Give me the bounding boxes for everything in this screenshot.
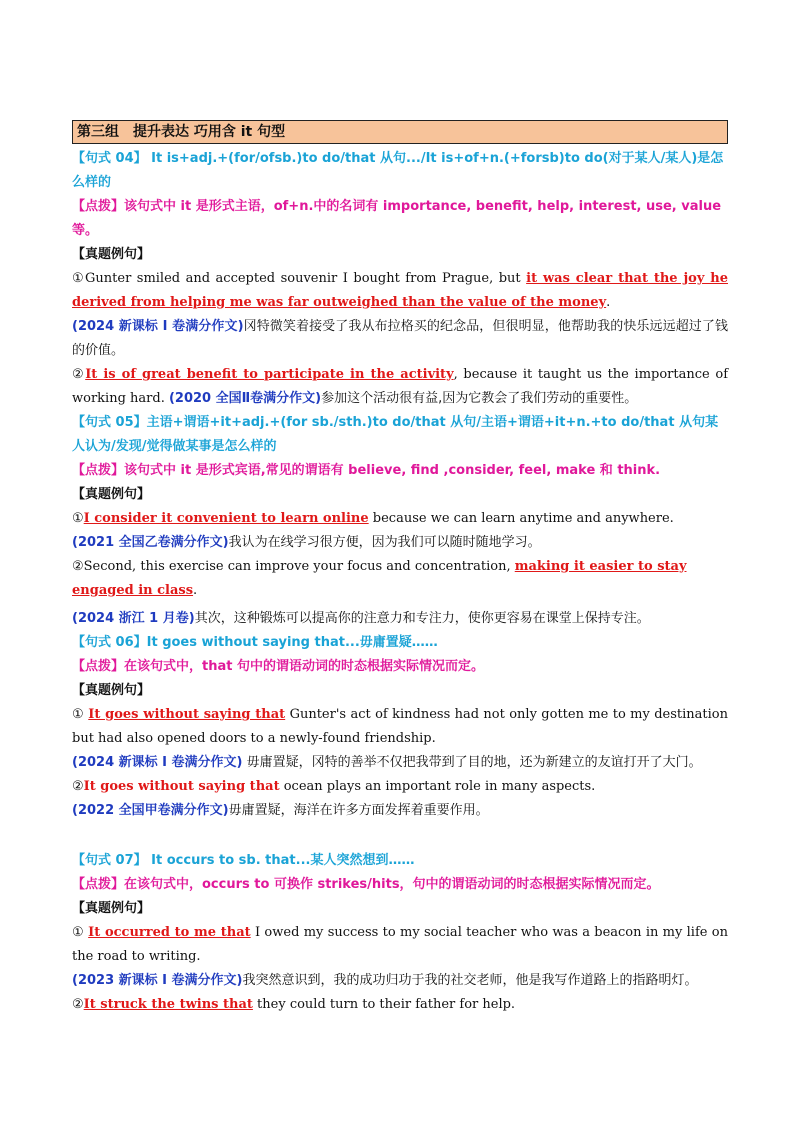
example-text: I owed my success to my social teacher who was a beacon in my life on the road to writing. — [72, 925, 728, 964]
example-text: ocean plays an important role in many aspects. — [279, 779, 596, 794]
pattern-06-tip: 【点拨】在该句式中，that 句中的谓语动词的时态根据实际情况而定。 — [72, 659, 484, 674]
example-translation: 参加这个活动很有益,因为它教会了我们劳动的重要性。 — [321, 391, 638, 406]
example-source: (2022 全国甲卷满分作文) — [72, 803, 229, 818]
pattern-05-example-1 — [72, 507, 728, 531]
pattern-06-example-1-translation — [72, 751, 728, 775]
example-highlight: It struck the twins that — [83, 997, 253, 1012]
example-translation: 其次，这种锻炼可以提高你的注意力和专注力，使你更容易在课堂上保持专注。 — [194, 611, 650, 626]
example-translation: 毋庸置疑，海洋在许多方面发挥着重要作用。 — [228, 803, 489, 818]
example-highlight: It is of great benefit to participate in the activity — [85, 367, 454, 382]
pattern-05-title: 【句式 05】主语+谓语+it+adj.+(for sb./sth.)to do/that 从句/主语+谓语+it+n.+to do/that 从句某人认为/发现/觉得做某事是怎么样的 — [72, 415, 719, 454]
pattern-07-examples-heading: 【真题例句】 — [72, 901, 151, 916]
example-marker: ① — [72, 925, 89, 940]
example-source: (2020 全国Ⅱ卷满分作文) — [168, 391, 322, 406]
example-source: (2024 浙江 1 月卷) — [72, 611, 195, 626]
pattern-04-example-1-translation — [72, 315, 728, 363]
pattern-06-examples-heading: 【真题例句】 — [72, 683, 151, 698]
pattern-07-example-1-translation — [72, 969, 728, 993]
example-source: (2024 新课标 I 卷满分作文) — [72, 319, 244, 334]
pattern-07-title: 【句式 07】 It occurs to sb. that...某人突然想到…… — [72, 853, 415, 868]
pattern-06-title: 【句式 06】It goes without saying that...毋庸置疑…… — [72, 635, 438, 650]
pattern-04-example-1 — [72, 267, 728, 315]
example-source: (2024 新课标 I 卷满分作文) — [72, 755, 243, 770]
example-text-end: . — [193, 583, 198, 598]
example-highlight: It goes without saying that — [83, 779, 280, 794]
example-marker: ① — [72, 707, 89, 722]
example-text: Gunter's act of kindness had not only gotten me to my destination but had also opened doors to a newly-found friendship. — [72, 707, 728, 746]
pattern-05-examples-heading: 【真题例句】 — [72, 487, 151, 502]
example-marker: ② — [72, 997, 84, 1012]
section-gap — [72, 823, 728, 849]
example-translation: 毋庸置疑，冈特的善举不仅把我带到了目的地，还为新建立的友谊打开了大门。 — [242, 755, 702, 770]
example-text: because we can learn anytime and anywhere. — [368, 511, 674, 526]
pattern-05-example-1-translation — [72, 531, 728, 555]
example-translation: 我认为在线学习很方便，因为我们可以随时随地学习。 — [228, 535, 541, 550]
example-highlight: it was clear that the joy he derived from helping me was far outweighed than the value of the money — [72, 271, 728, 310]
pattern-06-example-1 — [72, 703, 728, 751]
example-translation: 我突然意识到，我的成功归功于我的社交老师，他是我写作道路上的指路明灯。 — [242, 973, 698, 988]
pattern-04-title: 【句式 04】 It is+adj.+(for/ofsb.)to do/that 从句.../It is+of+n.(+forsb)to do(对于某人/某人)是怎么样的 — [72, 151, 724, 190]
example-marker: ① — [72, 511, 84, 526]
example-highlight: It occurred to me that — [88, 925, 251, 940]
example-marker: ② — [72, 367, 86, 382]
example-source: (2023 新课标 I 卷满分作文) — [72, 973, 243, 988]
example-text: they could turn to their father for help. — [252, 997, 516, 1012]
pattern-05-example-2-translation — [72, 607, 728, 631]
example-highlight: It goes without saying that — [88, 707, 286, 722]
pattern-05-example-2 — [72, 555, 728, 603]
example-text: ②Second, this exercise can improve your focus and concentration, — [72, 559, 515, 574]
pattern-06-example-2-translation — [72, 799, 728, 823]
pattern-07-tip: 【点拨】在该句式中，occurs to 可换作 strikes/hits，句中的谓语动词的时态根据实际情况而定。 — [72, 877, 660, 892]
pattern-07-example-1 — [72, 921, 728, 969]
example-text: ①Gunter smiled and accepted souvenir I bought from Prague, but — [72, 271, 527, 286]
pattern-05-tip: 【点拨】该句式中 it 是形式宾语,常见的谓语有 believe, find ,consider, feel, make 和 think. — [72, 463, 661, 478]
example-text-end: . — [606, 295, 611, 310]
pattern-04-tip: 【点拨】该句式中 it 是形式主语，of+n.中的名词有 importance, benefit, help, interest, use, value 等。 — [72, 199, 722, 238]
pattern-04-examples-heading: 【真题例句】 — [72, 247, 151, 262]
example-highlight: making it easier to stay engaged in class — [72, 559, 687, 598]
example-source: (2021 全国乙卷满分作文) — [72, 535, 229, 550]
pattern-07-example-2 — [72, 993, 728, 1017]
pattern-06-example-2 — [72, 775, 728, 799]
example-marker: ② — [72, 779, 84, 794]
example-text: , because it taught us the importance of working hard. — [72, 367, 729, 406]
example-highlight: I consider it convenient to learn online — [83, 511, 369, 526]
document-page — [72, 120, 728, 1017]
example-translation: 冈特微笑着接受了我从布拉格买的纪念品，但很明显，他帮助我的快乐远远超过了钱的价值。 — [72, 319, 728, 358]
pattern-04-example-2 — [72, 363, 728, 411]
section-title: 第三组 提升表达 巧用含 it 句型 — [72, 120, 728, 144]
